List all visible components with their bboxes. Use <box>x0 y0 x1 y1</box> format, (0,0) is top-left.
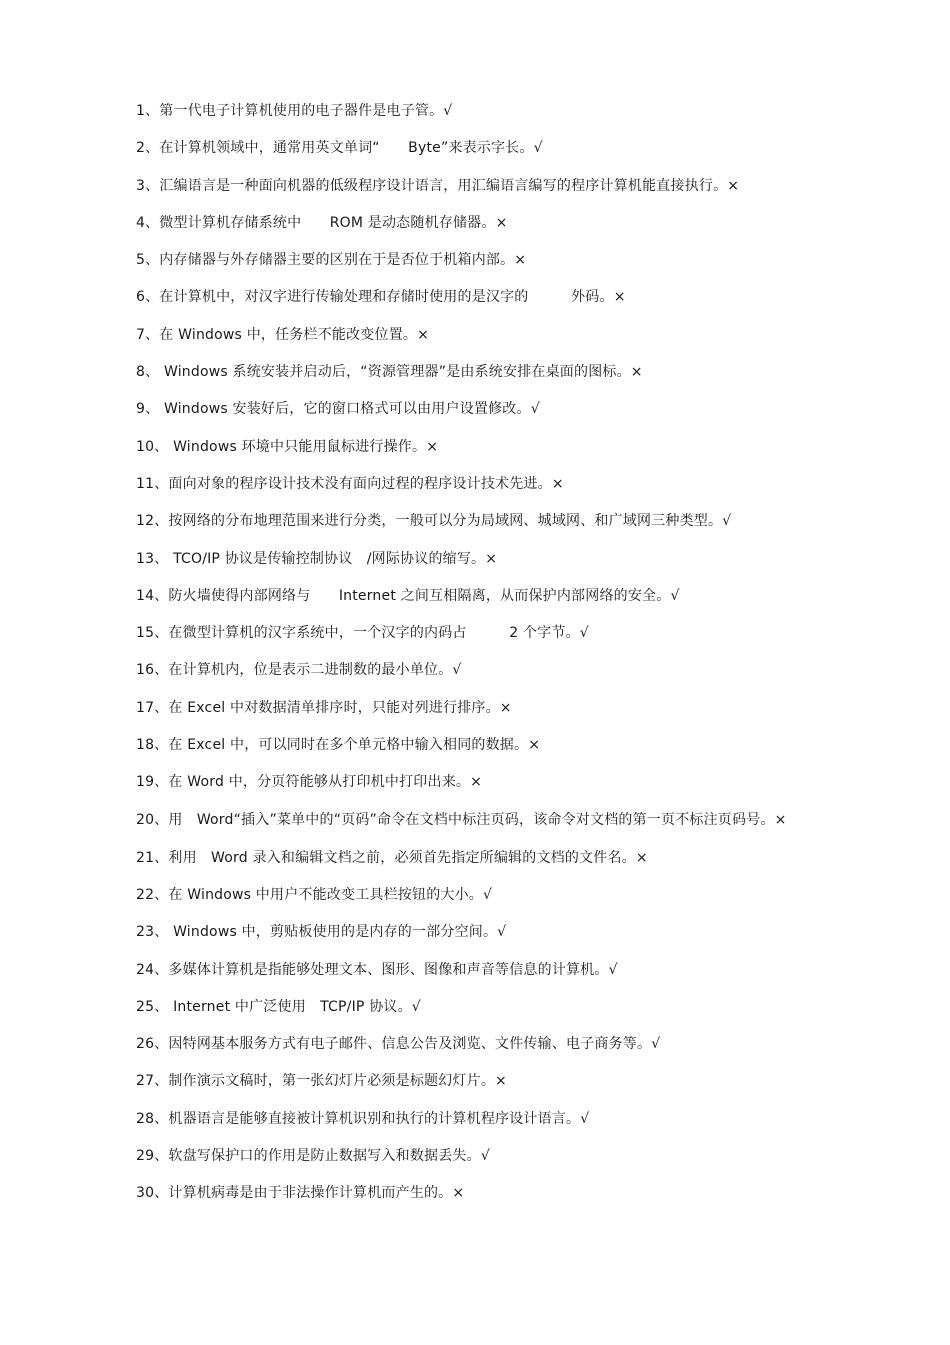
list-item: 14、防火墙使得内部网络与 Internet 之间互相隔离，从而保护内部网络的安全。√ <box>136 587 680 604</box>
list-item: 3、汇编语言是一种面向机器的低级程序设计语言，用汇编语言编写的程序计算机能直接执行。× <box>136 177 740 194</box>
list-item: 6、在计算机中，对汉字进行传输处理和存储时使用的是汉字的 外码。× <box>136 289 626 306</box>
question-list <box>136 99 796 1219</box>
list-item: 2、在计算机领域中，通常用英文单词“ Byte”来表示字长。√ <box>136 140 543 157</box>
list-item: 1、第一代电子计算机使用的电子器件是电子管。√ <box>136 103 453 119</box>
list-item: 5、内存储器与外存储器主要的区别在于是否位于机箱内部。× <box>136 252 527 269</box>
list-item: 27、制作演示文稿时，第一张幻灯片必须是标题幻灯片。× <box>136 1073 507 1090</box>
list-item: 22、在 Windows 中用户不能改变工具栏按钮的大小。√ <box>136 886 493 903</box>
list-item: 15、在微型计算机的汉字系统中，一个汉字的内码占 2 个字节。√ <box>136 625 589 642</box>
list-item: 29、软盘写保护口的作用是防止数据写入和数据丢失。√ <box>136 1148 490 1165</box>
list-item: 17、在 Excel 中对数据清单排序时，只能对列进行排序。× <box>136 699 512 716</box>
list-item: 20、用 Word“插入”菜单中的“页码”命令在文档中标注页码，该命令对文档的第一页不标注页码号。× <box>136 811 787 828</box>
list-item: 21、利用 Word 录入和编辑文档之前，必须首先指定所编辑的文档的文件名。× <box>136 849 648 866</box>
list-item: 11、面向对象的程序设计技术没有面向过程的程序设计技术先进。× <box>136 475 564 492</box>
list-item: 12、按网络的分布地理范围来进行分类，一般可以分为局域网、城域网、和广域网三种类型。√ <box>136 513 732 530</box>
list-item: 19、在 Word 中，分页符能够从打印机中打印出来。× <box>136 774 483 791</box>
list-item: 23、 Windows 中，剪贴板使用的是内存的一部分空间。√ <box>136 924 507 941</box>
list-item: 9、 Windows 安装好后，它的窗口格式可以由用户设置修改。√ <box>136 401 540 418</box>
list-item: 13、 TCO/IP 协议是传输控制协议 /网际协议的缩写。× <box>136 550 498 567</box>
list-item: 25、 Internet 中广泛使用 TCP/IP 协议。√ <box>136 998 421 1015</box>
list-item: 16、在计算机内，位是表示二进制数的最小单位。√ <box>136 662 462 679</box>
list-item: 30、计算机病毒是由于非法操作计算机而产生的。× <box>136 1185 465 1202</box>
list-item: 8、 Windows 系统安装并启动后，“资源管理器”是由系统安排在桌面的图标。× <box>136 364 643 381</box>
list-item: 10、 Windows 环境中只能用鼠标进行操作。× <box>136 438 439 455</box>
list-item: 28、机器语言是能够直接被计算机识别和执行的计算机程序设计语言。√ <box>136 1110 590 1127</box>
list-item: 26、因特网基本服务方式有电子邮件、信息公告及浏览、文件传输、电子商务等。√ <box>136 1036 661 1053</box>
list-item: 7、在 Windows 中，任务栏不能改变位置。× <box>136 326 430 343</box>
list-item: 18、在 Excel 中，可以同时在多个单元格中输入相同的数据。× <box>136 737 541 754</box>
list-item: 24、多媒体计算机是指能够处理文本、图形、图像和声音等信息的计算机。√ <box>136 961 618 978</box>
list-item: 4、微型计算机存储系统中 ROM 是动态随机存储器。× <box>136 214 508 231</box>
